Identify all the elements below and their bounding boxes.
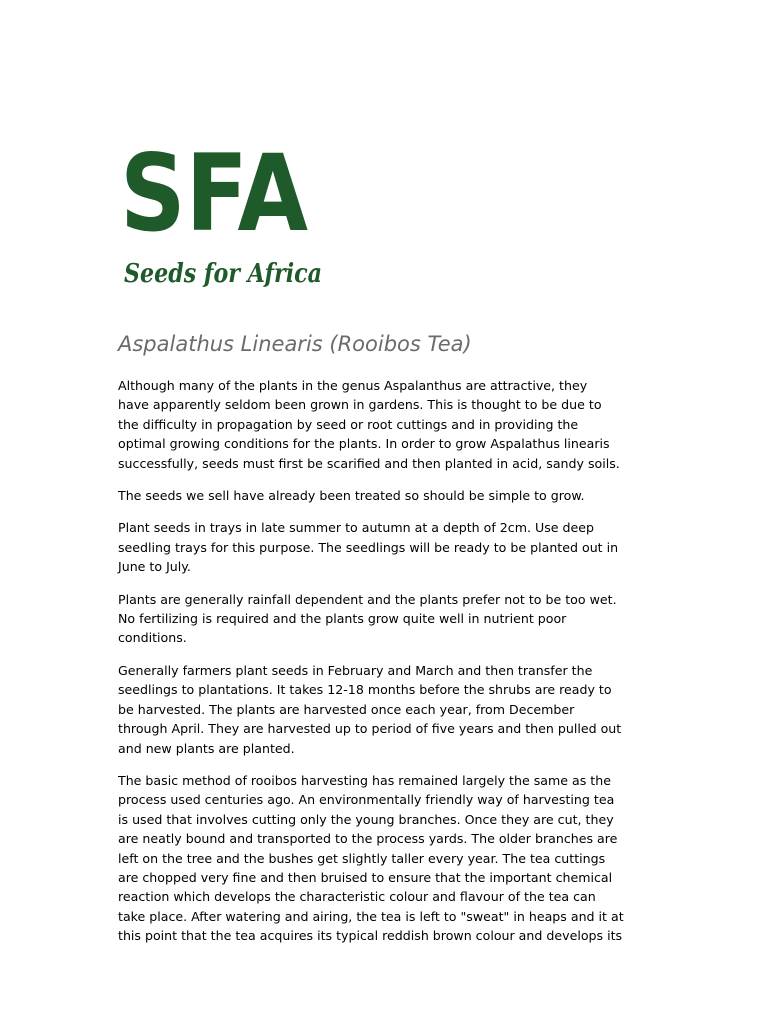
paragraph-line: have apparently seldom been grown in gardens. This is thought to be due to — [118, 397, 602, 413]
body-paragraph — [118, 771, 658, 946]
paragraph-line: left on the tree and the bushes get slightly taller every year. The tea cuttings — [118, 850, 606, 866]
body-paragraph — [118, 590, 658, 648]
paragraph-line: process used centuries ago. An environmentally friendly way of harvesting tea — [118, 792, 615, 808]
paragraph-line: and new plants are planted. — [118, 740, 295, 756]
sfa-logo — [116, 94, 331, 304]
document-title: Aspalathus Linearis (Rooibos Tea) — [118, 332, 472, 356]
paragraph-line: take place. After watering and airing, the tea is left to "sweat" in heaps and it at — [118, 908, 624, 924]
paragraph-line: Plant seeds in trays in late summer to autumn at a depth of 2cm. Use deep — [118, 520, 595, 536]
body-paragraph — [118, 661, 658, 758]
paragraph-line: June to July. — [118, 559, 191, 575]
paragraph-line: seedlings to plantations. It takes 12-18 months before the shrubs are ready to — [118, 682, 612, 698]
body-paragraph — [118, 376, 658, 473]
paragraph-line: is used that involves cutting only the young branches. Once they are cut, they — [118, 811, 614, 827]
paragraph-line: Plants are generally rainfall dependent and the plants prefer not to be too wet. — [118, 591, 617, 607]
paragraph-line: optimal growing conditions for the plants. In order to grow Aspalathus linearis — [118, 436, 610, 452]
paragraph-line: are neatly bound and transported to the process yards. The older branches are — [118, 831, 618, 847]
paragraph-line: reaction which develops the characteristic colour and flavour of the tea can — [118, 889, 596, 905]
body-paragraph — [118, 486, 658, 505]
paragraph-line: are chopped very fine and then bruised to ensure that the important chemical — [118, 869, 613, 885]
sfa-logo-image — [116, 94, 331, 304]
logo-tagline: Seeds for Africa — [124, 259, 322, 289]
paragraph-line: conditions. — [118, 630, 187, 646]
paragraph-line: Although many of the plants in the genus Aspalanthus are attractive, they — [118, 378, 588, 393]
paragraph-line: seedling trays for this purpose. The seedlings will be ready to be planted out in — [118, 539, 619, 555]
paragraph-line: Generally farmers plant seeds in February and March and then transfer the — [118, 662, 593, 678]
paragraph-line: the difficulty in propagation by seed or root cuttings and in providing the — [118, 416, 579, 432]
document-body — [118, 376, 658, 959]
paragraph-line: through April. They are harvested up to period of five years and then pulled out — [118, 721, 622, 737]
logo-mark: SFA — [120, 132, 308, 255]
paragraph-line: No fertilizing is required and the plants grow quite well in nutrient poor — [118, 611, 567, 627]
paragraph-line: successfully, seeds must first be scarified and then planted in acid, sandy soils. — [118, 455, 620, 471]
paragraph-line: this point that the tea acquires its typical reddish brown colour and develops its — [118, 928, 623, 944]
body-paragraph — [118, 518, 658, 576]
paragraph-line: be harvested. The plants are harvested once each year, from December — [118, 701, 575, 717]
paragraph-line: The seeds we sell have already been treated so should be simple to grow. — [118, 488, 585, 504]
paragraph-line: The basic method of rooibos harvesting has remained largely the same as the — [118, 772, 611, 788]
